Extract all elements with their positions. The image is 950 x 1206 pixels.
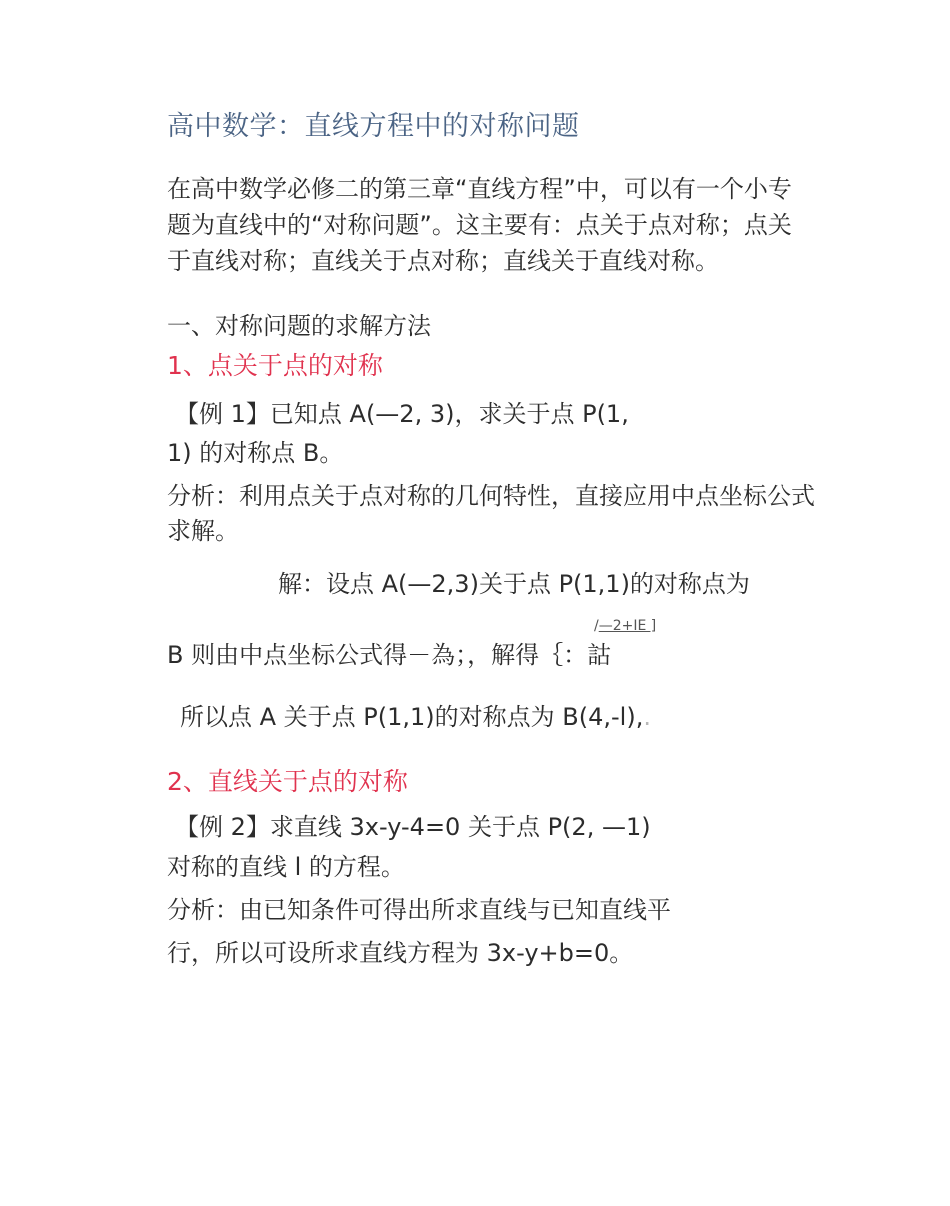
example-2-line-2: 对称的直线 l 的方程。 [167, 853, 405, 881]
document-title: 高中数学：直线方程中的对称问题 [167, 111, 580, 142]
example-1-line-2: 1) 的对称点 B。 [167, 439, 344, 467]
solution-line-1: 解：设点 A(—2,3)关于点 P(1,1)的对称点为 [278, 570, 750, 598]
section-one-heading: 一、对称问题的求解方法 [167, 312, 431, 340]
intro-line-3: 于直线对称；直线关于点对称；直线关于直线对称。 [167, 247, 719, 275]
subsection-2-heading: 2、直线关于点的对称 [167, 767, 408, 796]
analysis-2-line-1: 分析：由已知条件可得出所求直线与已知直线平 [167, 896, 671, 924]
solution-line-2: B 则由中点坐标公式得－為；，解得｛：詁 [167, 641, 612, 669]
conclusion-trailing-mark: . [643, 703, 651, 731]
subsection-1-heading: 1、点关于点的对称 [167, 351, 383, 380]
formula-fraction-fragment [594, 619, 656, 633]
analysis-1-line-2: 求解。 [167, 517, 239, 545]
conclusion-text: 所以点 A 关于点 P(1,1)的对称点为 B(4,-l), [180, 703, 644, 731]
example-1-line-1: 【例 1】已知点 A(—2, 3)，求关于点 P(1, [175, 400, 629, 428]
formula-fragment-prefix: / [594, 618, 599, 634]
conclusion-line [180, 705, 651, 729]
example-2-line-1: 【例 2】求直线 3x-y-4=0 关于点 P(2, —1) [175, 813, 651, 841]
formula-fragment-text: —2+IE ] [598, 618, 657, 634]
intro-line-2: 题为直线中的“对称问题”。这主要有：点关于点对称；点关 [167, 211, 792, 239]
intro-line-1: 在高中数学必修二的第三章“直线方程”中，可以有一个小专 [167, 175, 792, 203]
analysis-1-line-1: 分析：利用点关于点对称的几何特性，直接应用中点坐标公式 [167, 482, 815, 510]
analysis-2-line-2: 行，所以可设所求直线方程为 3x-y+b=0。 [167, 939, 634, 967]
